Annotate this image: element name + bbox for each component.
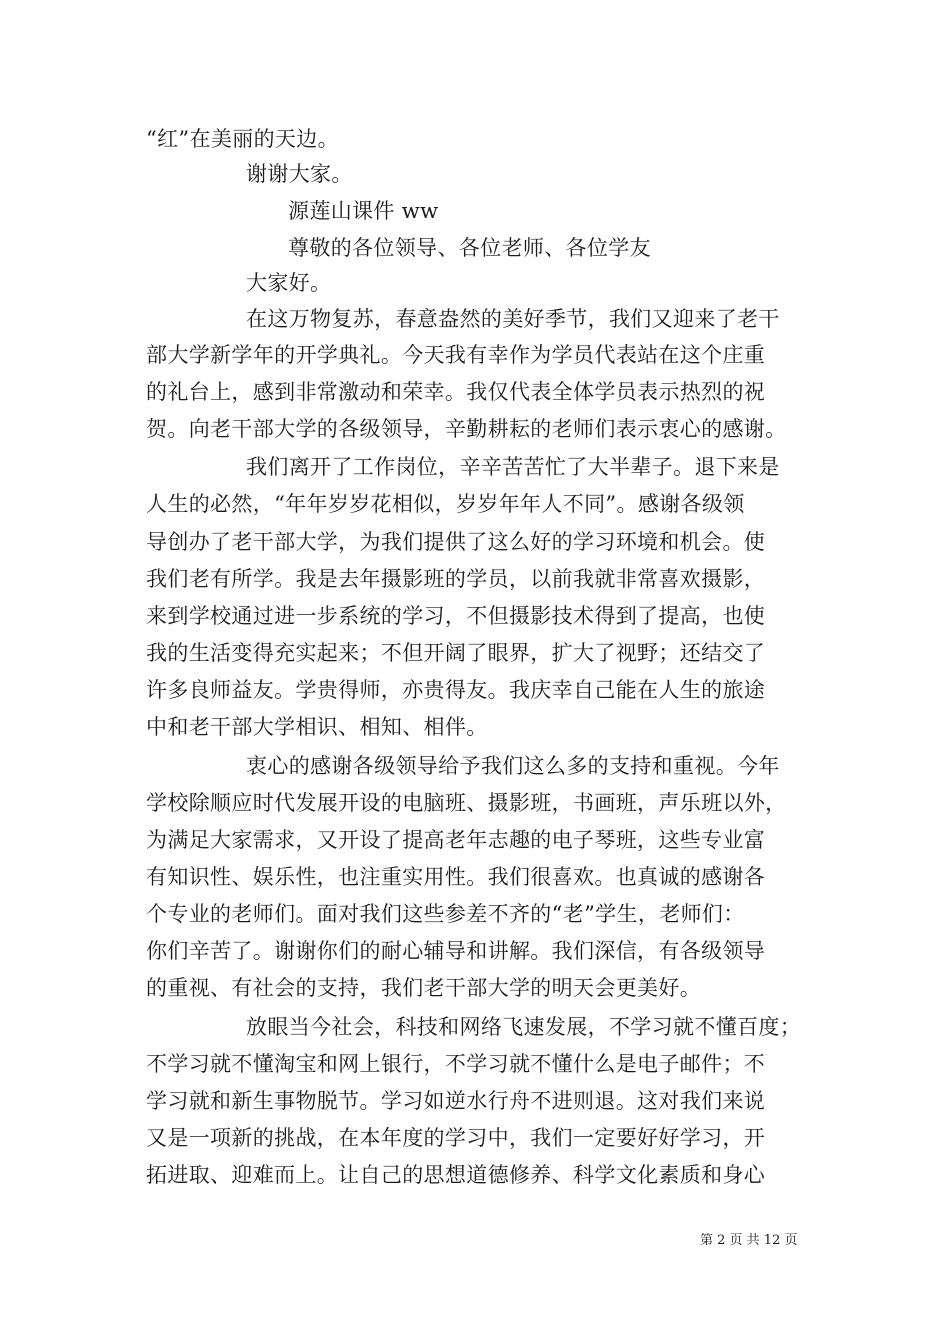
text-line: 人生的必然，“年年岁岁花相似，岁岁年年人不同”。感谢各级领 (146, 492, 745, 516)
text-line: 我们离开了工作岗位，辛辛苦苦忙了大半辈子。退下来是 (246, 455, 780, 479)
text-line: 又是一项新的挑战，在本年度的学习中，我们一定要好好学习，开 (146, 1126, 766, 1150)
text-line: 来到学校通过进一步系统的学习，不但摄影技术得到了提高，也使 (146, 604, 766, 628)
text-line: 不学习就不懂淘宝和网上银行，不学习就不懂什么是电子邮件；不 (146, 1052, 766, 1076)
text-line: 衷心的感谢各级领导给予我们这么多的支持和重视。今年 (246, 754, 780, 778)
text-line: 拓进取、迎难而上。让自己的思想道德修养、科学文化素质和身心 (146, 1163, 766, 1187)
text-line: 学校除顺应时代发展开设的电脑班、摄影班，书画班，声乐班以外， (146, 791, 787, 815)
text-line: 的礼台上，感到非常激动和荣幸。我仅代表全体学员表示热烈的祝 (146, 380, 766, 404)
text-line: 为满足大家需求，又开设了提高老年志趣的电子琴班，这些专业富 (146, 828, 766, 852)
text-line: 的重视、有社会的支持，我们老干部大学的明天会更美好。 (146, 976, 702, 1000)
text-line: 有知识性、娱乐性，也注重实用性。我们很喜欢。也真诚的感谢各 (146, 865, 766, 889)
text-line: 我的生活变得充实起来；不但开阔了眼界，扩大了视野；还结交了 (146, 641, 766, 665)
text-line: 在这万物复苏，春意盎然的美好季节，我们又迎来了老干 (246, 307, 780, 331)
page-number-footer: 第 2 页 共 12 页 (700, 1233, 798, 1248)
text-line: 尊敬的各位领导、各位老师、各位学友 (288, 236, 651, 260)
text-line: 放眼当今社会，科技和网络飞速发展，不学习就不懂百度； (246, 1015, 802, 1039)
text-line: 个专业的老师们。面对我们这些参差不齐的“老”学生，老师们： (146, 902, 745, 926)
text-line: 许多良师益友。学贵得师，亦贵得友。我庆幸自己能在人生的旅途 (146, 678, 766, 702)
text-line: 学习就和新生事物脱节。学习如逆水行舟不进则退。这对我们来说 (146, 1089, 766, 1113)
text-line: 中和老干部大学相识、相知、相伴。 (146, 715, 488, 739)
text-line: 你们辛苦了。谢谢你们的耐心辅导和讲解。我们深信，有各级领导 (146, 939, 766, 963)
text-line: 我们老有所学。我是去年摄影班的学员，以前我就非常喜欢摄影， (146, 567, 766, 591)
text-line: “红”在美丽的天边。 (146, 127, 339, 151)
text-line: 贺。向老干部大学的各级领导，辛勤耕耘的老师们表示衷心的感谢。 (146, 417, 787, 441)
text-line: 谢谢大家。 (246, 162, 353, 186)
text-line: 源莲山课件 ww (288, 199, 439, 223)
text-line: 部大学新学年的开学典礼。今天我有幸作为学员代表站在这个庄重 (146, 343, 766, 367)
text-line: 大家好。 (246, 271, 332, 295)
text-line: 导创办了老干部大学，为我们提供了这么好的学习环境和机会。使 (146, 530, 766, 554)
